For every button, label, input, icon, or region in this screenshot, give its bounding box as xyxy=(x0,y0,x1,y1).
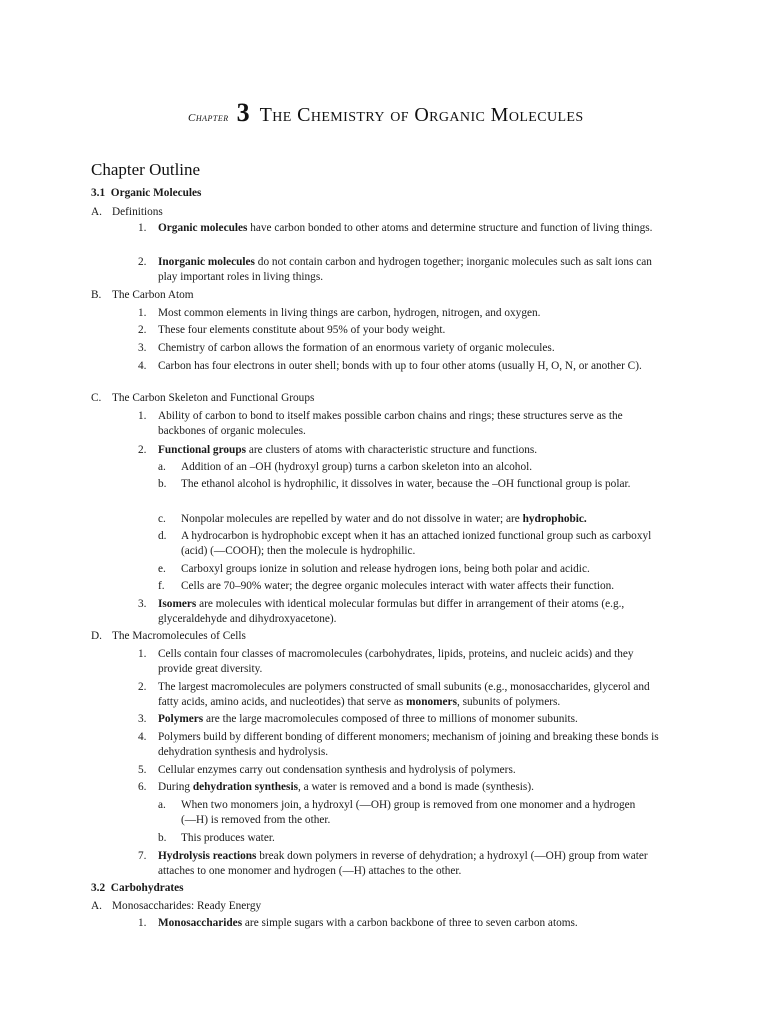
section-title: Carbohydrates xyxy=(110,882,184,894)
list-item: Chemistry of carbon allows the formation of an enormous variety of organic molecules. xyxy=(158,342,555,354)
list-item xyxy=(158,597,668,627)
subitem-letter: e. xyxy=(158,563,166,575)
item-number: 3. xyxy=(138,713,147,725)
sub-list-item: Carboxyl groups ionize in solution and release hydrogen ions, being both polar and acidic. xyxy=(181,563,590,575)
item-text: The largest macromolecules are polymers constructed of small subunits (e.g., monosaccharides, glycerol and fatty acids, amino acids, and nucleotides) that serve as xyxy=(158,681,650,708)
chapter-number: 3 xyxy=(236,98,250,127)
item-number: 1. xyxy=(138,648,147,660)
sub-list-item: Cells are 70–90% water; the degree organic molecules interact with water affects their function. xyxy=(181,580,615,592)
item-number: 1. xyxy=(138,410,147,422)
subitem-letter: a. xyxy=(158,799,166,811)
item-text: are clusters of atoms with characteristic structure and functions. xyxy=(246,444,538,456)
outline-letter: A. xyxy=(91,900,102,912)
item-text: Nonpolar molecules are repelled by water and do not dissolve in water; are xyxy=(181,513,523,525)
item-number: 2. xyxy=(138,444,147,456)
outline-heading: Chapter Outline xyxy=(91,160,201,179)
outline-heading-item: The Carbon Skeleton and Functional Groups xyxy=(112,392,315,404)
list-item xyxy=(158,849,668,879)
list-item: Ability of carbon to bond to itself makes possible carbon chains and rings; these structures serve as the backbones of organic molecules. xyxy=(158,410,623,437)
item-number: 4. xyxy=(138,731,147,743)
item-text: have carbon bonded to other atoms and determine structure and function of living things. xyxy=(247,222,653,234)
chapter-title xyxy=(188,98,748,128)
chapter-name: The Chemistry of Organic Molecules xyxy=(259,104,584,126)
term: Monosaccharides xyxy=(158,917,243,929)
section-title: Organic Molecules xyxy=(110,187,202,199)
subitem-letter: b. xyxy=(158,832,167,844)
term: Organic molecules xyxy=(158,222,248,234)
list-item: Most common elements in living things are carbon, hydrogen, nitrogen, and oxygen. xyxy=(158,307,541,319)
sub-list-item: Addition of an –OH (hydroxyl group) turns a carbon skeleton into an alcohol. xyxy=(181,461,533,473)
outline-letter: D. xyxy=(91,630,102,642)
item-text: are simple sugars with a carbon backbone of three to seven carbon atoms. xyxy=(242,917,578,929)
item-number: 1. xyxy=(138,222,147,234)
item-number: 3. xyxy=(138,342,147,354)
list-item: Carbon has four electrons in outer shell; bonds with up to four other atoms (usually H, O, N, or another C). xyxy=(158,360,642,372)
sub-list-item: When two monomers join, a hydroxyl (—OH) group is removed from one monomer and a hydrogen (—H) is removed from the other. xyxy=(181,799,636,826)
subitem-letter: c. xyxy=(158,513,166,525)
list-item: Polymers build by different bonding of different monomers; mechanism of joining and breaking these bonds is dehydration synthesis and hydrolysis. xyxy=(158,731,659,758)
term: dehydration synthesis xyxy=(192,781,298,793)
term: Isomers xyxy=(158,598,197,610)
section-heading xyxy=(91,186,201,201)
outline-letter: C. xyxy=(91,392,102,404)
subitem-letter: f. xyxy=(158,580,165,592)
item-text: are molecules with identical molecular formulas but differ in arrangement of their atoms (e.g., glyceraldehyde and dihydroxyacetone). xyxy=(158,598,625,625)
item-text: do not contain carbon and hydrogen together; inorganic molecules such as salt ions can play important roles in living things. xyxy=(158,256,652,283)
subitem-letter: d. xyxy=(158,530,167,542)
outline-letter: A. xyxy=(91,206,102,218)
list-item xyxy=(158,780,668,795)
item-number: 5. xyxy=(138,764,147,776)
item-text: , a water is removed and a bond is made (synthesis). xyxy=(298,781,534,793)
outline-letter: B. xyxy=(91,289,102,301)
sub-list-item: A hydrocarbon is hydrophobic except when it has an attached ionized functional group such as carboxyl (acid) (—COOH); then the molecule is hydrophilic. xyxy=(181,530,652,557)
outline-heading-item: The Carbon Atom xyxy=(112,289,194,301)
item-number: 2. xyxy=(138,324,147,336)
subitem-letter: a. xyxy=(158,461,166,473)
item-number: 1. xyxy=(138,307,147,319)
term: Polymers xyxy=(158,713,204,725)
chapter-word: Chapter xyxy=(188,112,229,124)
list-item xyxy=(158,916,668,931)
sub-list-item xyxy=(181,512,663,527)
list-item xyxy=(158,680,668,710)
item-text: , subunits of polymers. xyxy=(456,696,561,708)
sub-list-item: This produces water. xyxy=(181,832,275,844)
item-number: 4. xyxy=(138,360,147,372)
section-number: 3.1 xyxy=(91,187,106,199)
item-number: 1. xyxy=(138,917,147,929)
outline-heading-item: Monosaccharides: Ready Energy xyxy=(112,900,262,912)
list-item xyxy=(158,712,668,727)
term: monomers xyxy=(406,696,457,708)
item-number: 6. xyxy=(138,781,147,793)
item-number: 3. xyxy=(138,598,147,610)
list-item xyxy=(158,443,668,458)
outline-heading-item: Definitions xyxy=(112,206,163,218)
outline-heading-item: The Macromolecules of Cells xyxy=(112,630,246,642)
item-number: 7. xyxy=(138,850,147,862)
item-text: are the large macromolecules composed of three to millions of monomer subunits. xyxy=(203,713,578,725)
item-number: 2. xyxy=(138,256,147,268)
list-item xyxy=(158,255,668,285)
list-item: These four elements constitute about 95% of your body weight. xyxy=(158,324,446,336)
list-item: Cellular enzymes carry out condensation synthesis and hydrolysis of polymers. xyxy=(158,764,516,776)
list-item: Cells contain four classes of macromolecules (carbohydrates, lipids, proteins, and nucleic acids) and they provide great diversity. xyxy=(158,648,634,675)
item-text: break down polymers in reverse of dehydration; a hydroxyl (—OH) group from water attaches to one monomer and hydrogen (—H) attaches to the other. xyxy=(158,850,648,877)
sub-list-item: The ethanol alcohol is hydrophilic, it dissolves in water, because the –OH functional group is polar. xyxy=(181,478,631,490)
section-number: 3.2 xyxy=(91,882,106,894)
term: Hydrolysis reactions xyxy=(158,850,257,862)
subitem-letter: b. xyxy=(158,478,167,490)
term: Functional groups xyxy=(158,444,246,456)
term: Inorganic molecules xyxy=(158,256,255,268)
item-number: 2. xyxy=(138,681,147,693)
list-item xyxy=(158,221,668,236)
term: hydrophobic. xyxy=(522,513,587,525)
section-heading xyxy=(91,881,184,896)
item-text: During xyxy=(158,781,193,793)
